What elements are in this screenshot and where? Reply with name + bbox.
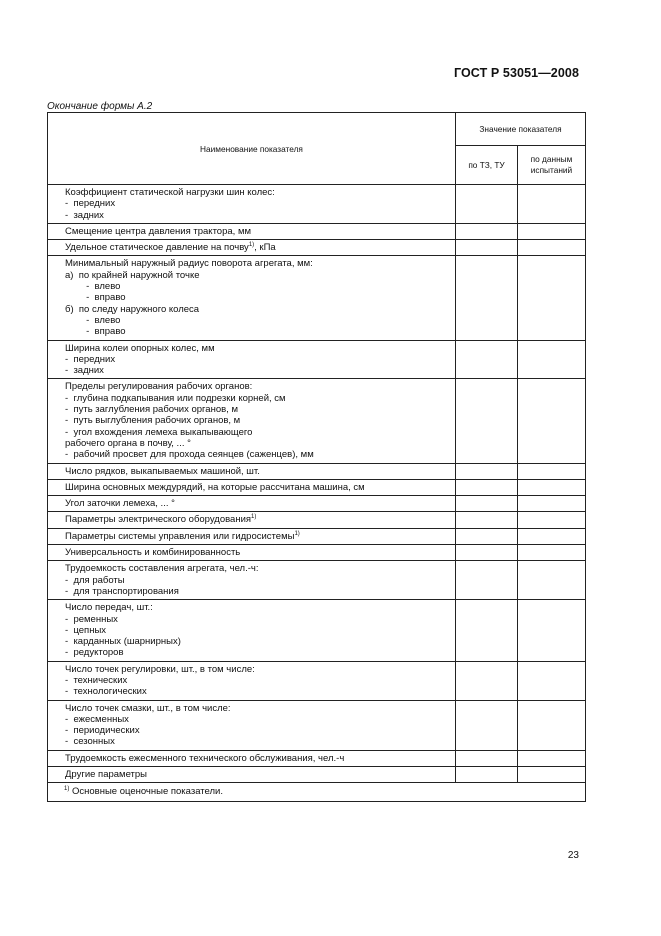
indicator-name-cell [48, 767, 456, 783]
indicator-line: - вправо [65, 292, 126, 304]
indicator-line: - рабочий просвет для прохода сеянцев (саженцев), мм [65, 449, 314, 461]
indicator-line: Смещение центра давления трактора, мм [65, 225, 252, 237]
indicator-name-cell [48, 700, 456, 750]
table-row [48, 528, 586, 544]
page-number: 23 [567, 850, 579, 861]
indicator-line: Число точек смазки, шт., в том числе: [65, 702, 231, 714]
value-spec-cell[interactable] [456, 661, 518, 700]
indicator-line: Пределы регулирования рабочих органов: [65, 381, 253, 393]
indicator-line: - путь выглубления рабочих органов, м [65, 415, 241, 427]
footnote-row [48, 783, 586, 802]
indicator-line: Число точек регулировки, шт., в том числе: [65, 663, 255, 675]
column-header-name: Наименование показателя [48, 113, 456, 185]
indicator-text: Удельное статическое давление на почву [65, 242, 249, 254]
indicator-line: Коэффициент статической нагрузки шин колес: [65, 187, 275, 198]
footnote-reference: 1) [294, 530, 300, 537]
value-spec-cell[interactable] [456, 240, 518, 256]
indicator-line: - влево [65, 314, 121, 326]
value-spec-cell[interactable] [456, 223, 518, 239]
indicator-line: - задних [65, 209, 104, 221]
table-body [48, 185, 586, 783]
value-spec-cell[interactable] [456, 528, 518, 544]
value-test-cell[interactable] [518, 256, 586, 340]
indicator-line [65, 242, 451, 253]
indicator-line: Минимальный наружный радиус поворота агрегата, мм: [65, 258, 313, 270]
indicator-line: б) по следу наружного колеса [65, 303, 200, 315]
indicator-name-cell [48, 185, 456, 224]
indicator-line: - вправо [65, 326, 126, 338]
table-row [48, 512, 586, 528]
indicator-line: - ежесменных [65, 713, 129, 725]
indicator-line: Число рядков, выкапываемых машиной, шт. [65, 465, 260, 477]
indicator-line: - путь заглубления рабочих органов, м [65, 404, 238, 416]
indicator-text: Параметры системы управления или гидросистемы [65, 530, 295, 542]
indicator-line: - угол вхождения лемеха выкапывающего [65, 426, 253, 438]
value-spec-cell[interactable] [456, 750, 518, 766]
table-row [48, 767, 586, 783]
indicators-table [47, 112, 586, 802]
value-spec-cell[interactable] [456, 340, 518, 379]
table-row [48, 700, 586, 750]
table-row [48, 240, 586, 256]
table-row [48, 256, 586, 340]
value-spec-cell[interactable] [456, 767, 518, 783]
indicator-name-cell [48, 528, 456, 544]
table-row [48, 750, 586, 766]
value-test-cell[interactable] [518, 240, 586, 256]
value-spec-cell[interactable] [456, 185, 518, 224]
value-spec-cell[interactable] [456, 545, 518, 561]
indicator-line: Число передач, шт.: [65, 602, 153, 614]
table-row [48, 185, 586, 224]
document-code: ГОСТ Р 53051—2008 [453, 66, 579, 80]
indicator-line: а) по крайней наружной точке [65, 269, 200, 281]
indicator-line: - ременных [65, 613, 118, 625]
indicator-name-cell [48, 661, 456, 700]
value-spec-cell[interactable] [456, 379, 518, 463]
indicator-name-cell [48, 340, 456, 379]
indicator-name-cell [48, 256, 456, 340]
indicator-name-cell [48, 561, 456, 600]
footnote-cell [48, 783, 586, 802]
table-row [48, 661, 586, 700]
value-spec-cell[interactable] [456, 479, 518, 495]
indicator-line: - редукторов [65, 647, 124, 659]
value-spec-cell[interactable] [456, 256, 518, 340]
value-test-cell[interactable] [518, 479, 586, 495]
value-test-cell[interactable] [518, 661, 586, 700]
value-spec-cell[interactable] [456, 512, 518, 528]
indicator-text: Параметры электрического оборудования [65, 514, 252, 526]
indicator-line: - сезонных [65, 736, 115, 748]
column-header-test-line1: по данным [530, 154, 573, 164]
indicator-line: - технических [65, 674, 128, 686]
indicator-line: - цепных [65, 624, 107, 636]
value-test-cell[interactable] [518, 185, 586, 224]
table-row [48, 463, 586, 479]
table-row [48, 600, 586, 661]
value-spec-cell[interactable] [456, 600, 518, 661]
indicator-line: Универсальность и комбинированность [65, 547, 241, 559]
value-test-cell[interactable] [518, 545, 586, 561]
value-test-cell[interactable] [518, 528, 586, 544]
indicator-line: Трудоемкость составления агрегата, чел.-ч: [65, 563, 259, 575]
value-test-cell[interactable] [518, 750, 586, 766]
column-header-spec: по ТЗ, ТУ [456, 146, 518, 185]
indicator-name-cell [48, 545, 456, 561]
value-test-cell[interactable] [518, 561, 586, 600]
indicator-line: - передних [65, 353, 116, 365]
value-test-cell[interactable] [518, 496, 586, 512]
value-test-cell[interactable] [518, 700, 586, 750]
indicator-line: рабочего органа в почву, ... ° [65, 437, 191, 449]
table-row [48, 545, 586, 561]
indicator-line: - передних [65, 198, 116, 210]
indicator-name-cell [48, 512, 456, 528]
value-test-cell[interactable] [518, 512, 586, 528]
indicator-line: - для транспортирования [65, 585, 179, 597]
indicator-line: - задних [65, 365, 104, 377]
indicator-text-suffix: , кПа [254, 242, 276, 254]
table-row [48, 340, 586, 379]
indicator-line: Ширина основных междурядий, на которые рассчитана машина, см [65, 481, 365, 493]
value-spec-cell[interactable] [456, 700, 518, 750]
indicator-line: - влево [65, 281, 121, 293]
footnote-mark: 1) [64, 786, 70, 793]
value-spec-cell[interactable] [456, 561, 518, 600]
indicator-line: - глубина подкапывания или подрезки корней, см [65, 392, 286, 404]
footnote-text: Основные оценочные показатели. [71, 786, 223, 798]
indicator-name-cell [48, 750, 456, 766]
value-test-cell[interactable] [518, 600, 586, 661]
indicator-name-cell [48, 223, 456, 239]
column-header-values: Значение показателя [456, 113, 586, 146]
value-spec-cell[interactable] [456, 463, 518, 479]
indicator-name-cell [48, 600, 456, 661]
indicator-name-cell [48, 463, 456, 479]
table-row [48, 223, 586, 239]
value-test-cell[interactable] [518, 223, 586, 239]
footnote-reference: 1) [251, 514, 257, 521]
indicator-line: Трудоемкость ежесменного технического обслуживания, чел.-ч [65, 752, 345, 764]
table-row [48, 479, 586, 495]
indicator-line: Другие параметры [65, 769, 148, 781]
indicator-line: - периодических [65, 725, 140, 737]
value-test-cell[interactable] [518, 463, 586, 479]
column-header-test [518, 146, 586, 185]
value-test-cell[interactable] [518, 767, 586, 783]
indicator-name-cell [48, 479, 456, 495]
table-row [48, 496, 586, 512]
table-row [48, 561, 586, 600]
indicator-name-cell [48, 496, 456, 512]
table-caption: Окончание формы А.2 [47, 101, 153, 112]
indicator-line: Ширина колеи опорных колес, мм [65, 342, 215, 354]
table-row [48, 379, 586, 463]
value-test-cell[interactable] [518, 379, 586, 463]
indicator-name-cell [48, 379, 456, 463]
indicator-line: - технологических [65, 686, 147, 698]
footnote-reference: 1) [248, 242, 255, 249]
indicator-line: Угол заточки лемеха, ... ° [65, 498, 175, 510]
indicator-name-cell [48, 240, 456, 256]
value-spec-cell[interactable] [456, 496, 518, 512]
indicator-line [65, 514, 451, 525]
column-header-test-line2: испытаний [530, 165, 573, 175]
table-header-row [48, 113, 586, 146]
indicator-line: - для работы [65, 574, 125, 586]
indicator-line: - карданных (шарнирных) [65, 636, 181, 648]
value-test-cell[interactable] [518, 340, 586, 379]
indicator-line [65, 531, 451, 542]
